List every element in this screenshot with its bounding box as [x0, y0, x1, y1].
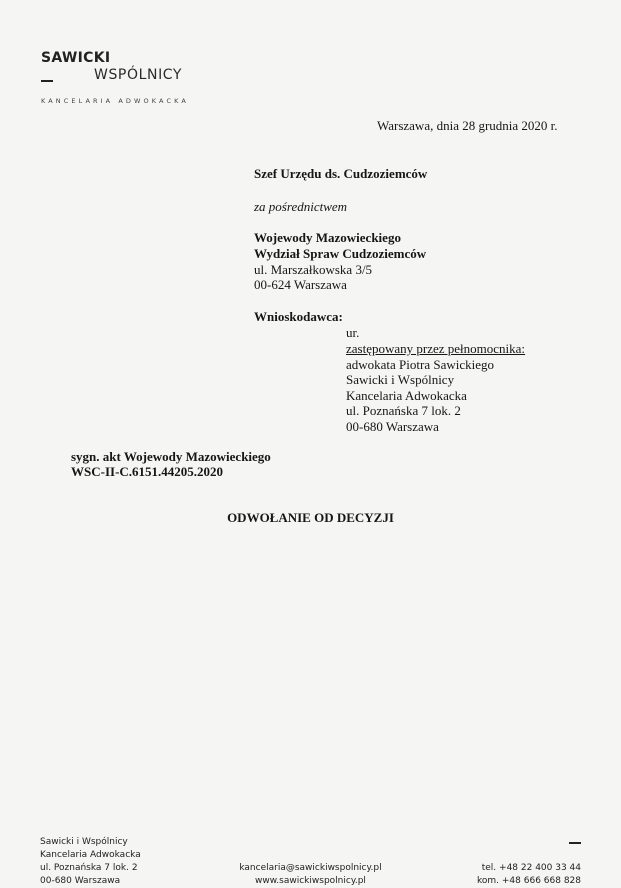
- logo-dash: [41, 80, 53, 82]
- applicant-represented: zastępowany przez pełnomocnika:: [346, 341, 526, 356]
- date-line: Warszawa, dnia 28 grudnia 2020 r.: [377, 118, 558, 133]
- logo-name-sawicki: SAWICKI: [41, 50, 111, 66]
- recipient-line: Wojewody Mazowieckiego: [254, 230, 401, 245]
- footer-website: www.sawickiwspolnicy.pl: [255, 876, 366, 886]
- document-title: ODWOŁANIE OD DECYZJI: [227, 510, 394, 525]
- applicant-line: adwokata Piotra Sawickiego: [346, 357, 495, 372]
- logo-subtitle: KANCELARIA ADWOKACKA: [41, 97, 189, 105]
- reference-number: WSC-II-C.6151.44205.2020: [71, 464, 224, 479]
- footer-mobile: kom. +48 666 668 828: [477, 876, 581, 886]
- footer-address-line: Sawicki i Wspólnicy: [40, 837, 128, 847]
- footer-address-line: ul. Poznańska 7 lok. 2: [40, 863, 138, 873]
- footer-address-line: 00-680 Warszawa: [40, 876, 121, 886]
- recipient-title: Szef Urzędu ds. Cudzoziemców: [254, 166, 428, 181]
- recipient-line: 00-624 Warszawa: [254, 277, 347, 292]
- applicant-label: Wnioskodawca:: [254, 309, 343, 324]
- footer-phone: tel. +48 22 400 33 44: [481, 863, 581, 873]
- applicant-line: ul. Poznańska 7 lok. 2: [346, 403, 461, 418]
- reference-line: sygn. akt Wojewody Mazowieckiego: [71, 449, 271, 464]
- footer-dash: [569, 842, 581, 844]
- recipient-via: za pośrednictwem: [254, 199, 348, 214]
- applicant-born: ur.: [346, 325, 360, 340]
- applicant-line: Sawicki i Wspólnicy: [346, 372, 455, 387]
- applicant-line: Kancelaria Adwokacka: [346, 388, 467, 403]
- footer-address-line: Kancelaria Adwokacka: [40, 850, 141, 860]
- recipient-line: Wydział Spraw Cudzoziemców: [254, 246, 427, 261]
- applicant-line: 00-680 Warszawa: [346, 419, 439, 434]
- recipient-line: ul. Marszałkowska 3/5: [254, 262, 373, 277]
- logo-name-wspolnicy: WSPÓLNICY: [94, 67, 183, 83]
- footer-email: kancelaria@sawickiwspolnicy.pl: [239, 863, 382, 873]
